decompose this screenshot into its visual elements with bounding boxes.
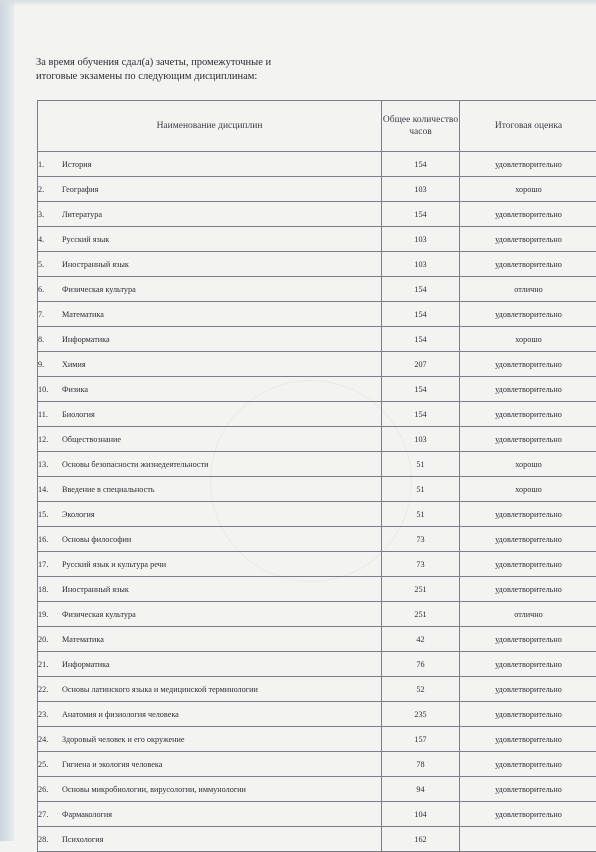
discipline-cell <box>38 427 382 452</box>
discipline-cell <box>38 277 382 302</box>
discipline-name: Основы безопасности жизнедеятельности <box>62 460 209 469</box>
discipline-name: Математика <box>62 635 104 644</box>
grade-cell: удовлетворительно <box>460 652 596 677</box>
discipline-cell <box>38 602 382 627</box>
discipline-cell <box>38 252 382 277</box>
row-number: 6. <box>38 285 62 294</box>
discipline-cell <box>38 577 382 602</box>
table-row <box>38 227 596 252</box>
table-row <box>38 377 596 402</box>
discipline-cell <box>38 402 382 427</box>
hours-cell: 154 <box>382 202 460 227</box>
discipline-name: Информатика <box>62 335 110 344</box>
scan-top-shadow <box>0 0 596 6</box>
grade-cell: удовлетворительно <box>460 802 596 827</box>
table-row <box>38 827 596 852</box>
discipline-cell <box>38 752 382 777</box>
grade-cell: отлично <box>460 602 596 627</box>
hours-cell: 104 <box>382 802 460 827</box>
discipline-name: Русский язык и культура речи <box>62 560 166 569</box>
grade-cell: хорошо <box>460 452 596 477</box>
table-row <box>38 327 596 352</box>
table-row <box>38 427 596 452</box>
row-number: 22. <box>38 685 62 694</box>
table-row <box>38 602 596 627</box>
discipline-cell <box>38 652 382 677</box>
hours-cell: 251 <box>382 577 460 602</box>
hours-cell: 162 <box>382 827 460 852</box>
discipline-cell <box>38 227 382 252</box>
table-row <box>38 152 596 177</box>
table-row <box>38 802 596 827</box>
hours-cell: 103 <box>382 227 460 252</box>
discipline-name: Физическая культура <box>62 610 136 619</box>
table-row <box>38 202 596 227</box>
discipline-cell <box>38 727 382 752</box>
discipline-cell <box>38 177 382 202</box>
row-number: 11. <box>38 410 62 419</box>
discipline-name: Обществознание <box>62 435 121 444</box>
discipline-cell <box>38 152 382 177</box>
grade-cell: удовлетворительно <box>460 702 596 727</box>
discipline-name: Биология <box>62 410 95 419</box>
table-row <box>38 677 596 702</box>
discipline-name: Гигиена и экология человека <box>62 760 162 769</box>
hours-cell: 157 <box>382 727 460 752</box>
table-row <box>38 277 596 302</box>
header-discipline-name: Наименование дисциплин <box>38 101 382 152</box>
discipline-name: Химия <box>62 360 86 369</box>
grade-cell <box>460 827 596 852</box>
discipline-name: Литература <box>62 210 102 219</box>
grade-cell: удовлетворительно <box>460 377 596 402</box>
scan-page-edge <box>0 0 14 841</box>
hours-cell: 235 <box>382 702 460 727</box>
row-number: 13. <box>38 460 62 469</box>
discipline-name: Основы латинского языка и медицинской терминологии <box>62 685 258 694</box>
hours-cell: 76 <box>382 652 460 677</box>
discipline-cell <box>38 477 382 502</box>
hours-cell: 78 <box>382 752 460 777</box>
discipline-name: История <box>62 160 91 169</box>
row-number: 21. <box>38 660 62 669</box>
hours-cell: 51 <box>382 477 460 502</box>
intro-line-1: За время обучения сдал(а) зачеты, промежуточные и <box>36 56 316 70</box>
discipline-name: Психология <box>62 835 103 844</box>
discipline-cell <box>38 552 382 577</box>
hours-cell: 103 <box>382 252 460 277</box>
hours-cell: 73 <box>382 527 460 552</box>
table-row <box>38 777 596 802</box>
table-row <box>38 302 596 327</box>
discipline-name: Русский язык <box>62 235 109 244</box>
discipline-cell <box>38 352 382 377</box>
grade-cell: удовлетворительно <box>460 227 596 252</box>
table-row <box>38 527 596 552</box>
hours-cell: 42 <box>382 627 460 652</box>
row-number: 27. <box>38 810 62 819</box>
discipline-name: География <box>62 185 98 194</box>
grade-cell: отлично <box>460 277 596 302</box>
row-number: 24. <box>38 735 62 744</box>
grade-cell: удовлетворительно <box>460 577 596 602</box>
hours-cell: 51 <box>382 502 460 527</box>
discipline-name: Основы философии <box>62 535 131 544</box>
table-row <box>38 352 596 377</box>
discipline-cell <box>38 827 382 852</box>
table-row <box>38 752 596 777</box>
disciplines-table <box>37 100 596 852</box>
discipline-name: Иностранный язык <box>62 260 129 269</box>
grade-cell: удовлетворительно <box>460 502 596 527</box>
row-number: 8. <box>38 335 62 344</box>
row-number: 14. <box>38 485 62 494</box>
hours-cell: 154 <box>382 327 460 352</box>
grade-cell: удовлетворительно <box>460 252 596 277</box>
table-row <box>38 577 596 602</box>
discipline-name: Экология <box>62 510 95 519</box>
hours-cell: 51 <box>382 452 460 477</box>
discipline-cell <box>38 777 382 802</box>
row-number: 1. <box>38 160 62 169</box>
row-number: 17. <box>38 560 62 569</box>
table-header-row <box>38 101 596 152</box>
table-row <box>38 452 596 477</box>
row-number: 16. <box>38 535 62 544</box>
grade-cell: удовлетворительно <box>460 727 596 752</box>
grade-cell: хорошо <box>460 177 596 202</box>
table-row <box>38 177 596 202</box>
discipline-cell <box>38 377 382 402</box>
table-row <box>38 702 596 727</box>
discipline-name: Введение в специальность <box>62 485 155 494</box>
row-number: 12. <box>38 435 62 444</box>
table-row <box>38 552 596 577</box>
row-number: 3. <box>38 210 62 219</box>
header-final-grade: Итоговая оценка <box>460 101 596 152</box>
table-row <box>38 252 596 277</box>
discipline-name: Физика <box>62 385 88 394</box>
grade-cell: удовлетворительно <box>460 202 596 227</box>
hours-cell: 154 <box>382 302 460 327</box>
grade-cell: хорошо <box>460 327 596 352</box>
discipline-name: Основы микробиологии, вирусологии, иммунологии <box>62 785 246 794</box>
row-number: 5. <box>38 260 62 269</box>
hours-cell: 154 <box>382 377 460 402</box>
row-number: 7. <box>38 310 62 319</box>
hours-cell: 154 <box>382 152 460 177</box>
hours-cell: 154 <box>382 402 460 427</box>
header-total-hours: Общее количество часов <box>382 101 460 152</box>
hours-cell: 103 <box>382 177 460 202</box>
intro-line-2: итоговые экзамены по следующим дисциплинам: <box>36 70 316 84</box>
hours-cell: 73 <box>382 552 460 577</box>
discipline-cell <box>38 302 382 327</box>
grade-cell: хорошо <box>460 477 596 502</box>
grade-cell: удовлетворительно <box>460 677 596 702</box>
intro-text <box>36 56 316 84</box>
table-row <box>38 627 596 652</box>
discipline-name: Информатика <box>62 660 110 669</box>
grade-cell: удовлетворительно <box>460 527 596 552</box>
discipline-name: Анатомия и физиология человека <box>62 710 179 719</box>
discipline-cell <box>38 702 382 727</box>
grade-cell: удовлетворительно <box>460 552 596 577</box>
table-row <box>38 477 596 502</box>
grade-cell: удовлетворительно <box>460 777 596 802</box>
discipline-cell <box>38 202 382 227</box>
row-number: 28. <box>38 835 62 844</box>
grade-cell: удовлетворительно <box>460 752 596 777</box>
row-number: 25. <box>38 760 62 769</box>
hours-cell: 154 <box>382 277 460 302</box>
discipline-cell <box>38 677 382 702</box>
hours-cell: 251 <box>382 602 460 627</box>
row-number: 18. <box>38 585 62 594</box>
row-number: 10. <box>38 385 62 394</box>
discipline-cell <box>38 627 382 652</box>
discipline-name: Здоровый человек и его окружение <box>62 735 185 744</box>
hours-cell: 52 <box>382 677 460 702</box>
hours-cell: 103 <box>382 427 460 452</box>
table-row <box>38 502 596 527</box>
discipline-name: Математика <box>62 310 104 319</box>
discipline-cell <box>38 327 382 352</box>
discipline-name: Физическая культура <box>62 285 136 294</box>
row-number: 20. <box>38 635 62 644</box>
discipline-name: Иностранный язык <box>62 585 129 594</box>
grade-cell: удовлетворительно <box>460 427 596 452</box>
discipline-cell <box>38 802 382 827</box>
grade-cell: удовлетворительно <box>460 402 596 427</box>
hours-cell: 94 <box>382 777 460 802</box>
discipline-cell <box>38 527 382 552</box>
grade-cell: удовлетворительно <box>460 352 596 377</box>
discipline-name: Фармакология <box>62 810 112 819</box>
grade-cell: удовлетворительно <box>460 302 596 327</box>
discipline-cell <box>38 502 382 527</box>
table-row <box>38 402 596 427</box>
row-number: 9. <box>38 360 62 369</box>
grade-cell: удовлетворительно <box>460 152 596 177</box>
row-number: 26. <box>38 785 62 794</box>
table-row <box>38 652 596 677</box>
row-number: 4. <box>38 235 62 244</box>
grade-cell: удовлетворительно <box>460 627 596 652</box>
discipline-cell <box>38 452 382 477</box>
row-number: 2. <box>38 185 62 194</box>
hours-cell: 207 <box>382 352 460 377</box>
row-number: 19. <box>38 610 62 619</box>
row-number: 23. <box>38 710 62 719</box>
table-body <box>38 152 596 852</box>
row-number: 15. <box>38 510 62 519</box>
table-row <box>38 727 596 752</box>
